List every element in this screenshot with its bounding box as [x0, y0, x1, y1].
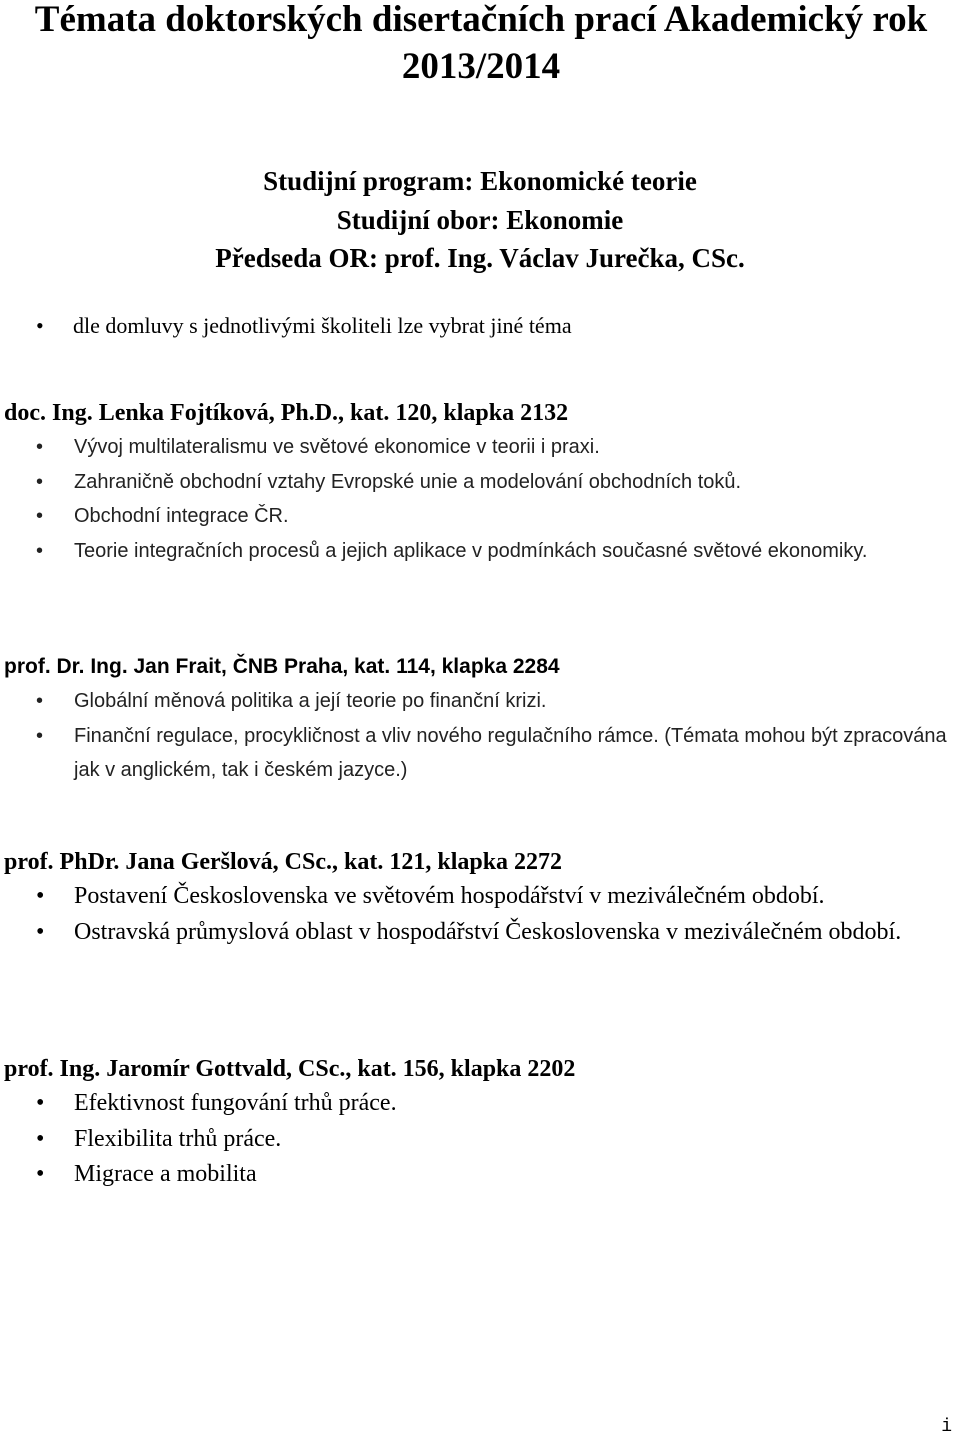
bullet-icon: • [36, 1161, 45, 1187]
supervisor-section [0, 845, 955, 950]
supervisor-section [0, 1052, 955, 1193]
topic-text: Postavení Československa ve světovém hospodářství v meziválečném období. [74, 883, 825, 909]
supervisor-section [0, 396, 955, 569]
topic-item [0, 534, 955, 569]
topic-list [0, 430, 955, 569]
topic-list [0, 684, 955, 788]
topic-choice-note [36, 310, 572, 342]
topic-text: Ostravská průmyslová oblast v hospodářství Československa v meziválečném období. [74, 918, 902, 945]
supervisor-name: prof. Dr. Ing. Jan Frait, ČNB Praha, kat. 114, klapka 2284 [4, 655, 560, 678]
bullet-icon: • [36, 690, 44, 712]
bullet-icon: • [36, 540, 44, 563]
page-number: i [941, 1417, 952, 1437]
topic-text: Vývoj multilateralismu ve světové ekonomice v teorii i praxi. [74, 436, 600, 458]
topic-text: Efektivnost fungování trhů práce. [74, 1090, 397, 1116]
bullet-icon: • [36, 1125, 45, 1152]
supervisor-name: doc. Ing. Lenka Fojtíková, Ph.D., kat. 120, klapka 2132 [4, 400, 569, 426]
bullet-icon: • [36, 313, 44, 338]
bullet-icon: • [36, 724, 44, 747]
supervisor-name: prof. Ing. Jaromír Gottvald, CSc., kat. 156, klapka 2202 [4, 1056, 576, 1082]
topic-item [0, 430, 955, 465]
topic-list [0, 879, 955, 950]
topic-item [0, 879, 955, 915]
bullet-icon: • [36, 1090, 45, 1116]
bullet-icon: • [36, 918, 45, 945]
topic-text: Flexibilita trhů práce. [74, 1125, 282, 1152]
bullet-icon: • [36, 436, 44, 458]
topic-item [0, 1086, 955, 1122]
topic-text: Obchodní integrace ČR. [74, 505, 289, 528]
bullet-icon: • [36, 883, 45, 909]
topic-text: Globální měnová politika a její teorie po finanční krizi. [74, 690, 547, 712]
topic-item [0, 499, 955, 534]
note-text: dle domluvy s jednotlivými školiteli lze vybrat jiné téma [73, 313, 572, 338]
topic-list [0, 1086, 955, 1193]
topic-item [0, 1122, 955, 1158]
bullet-icon: • [36, 470, 44, 493]
study-program-block [0, 162, 960, 278]
supervisor-section [0, 650, 955, 788]
topic-item [0, 719, 955, 788]
topic-text: Zahraničně obchodní vztahy Evropské unie a modelování obchodních toků. [74, 470, 742, 493]
topic-item [0, 684, 955, 719]
topic-item [0, 915, 955, 951]
study-field: Studijní obor: Ekonomie [336, 204, 624, 235]
supervisor-name: prof. PhDr. Jana Geršlová, CSc., kat. 121, klapka 2272 [4, 849, 563, 875]
page-title: Témata doktorských disertačních prací Akademický rok 2013/2014 [34, 0, 928, 87]
topic-text: Migrace a mobilita [74, 1161, 257, 1187]
study-program: Studijní program: Ekonomické teorie [263, 166, 697, 196]
topic-item [0, 465, 955, 500]
bullet-icon: • [36, 505, 44, 528]
board-chair: Předseda OR: prof. Ing. Václav Jurečka, CSc. [215, 243, 745, 273]
topic-text: Finanční regulace, procykličnost a vliv nového regulačního rámce. (Témata mohou být zpracována jak v anglickém, tak i českém jazyce.) [74, 724, 947, 782]
topic-item [0, 1157, 955, 1193]
topic-text: Teorie integračních procesů a jejich aplikace v podmínkách současné světové ekonomiky. [74, 540, 868, 563]
